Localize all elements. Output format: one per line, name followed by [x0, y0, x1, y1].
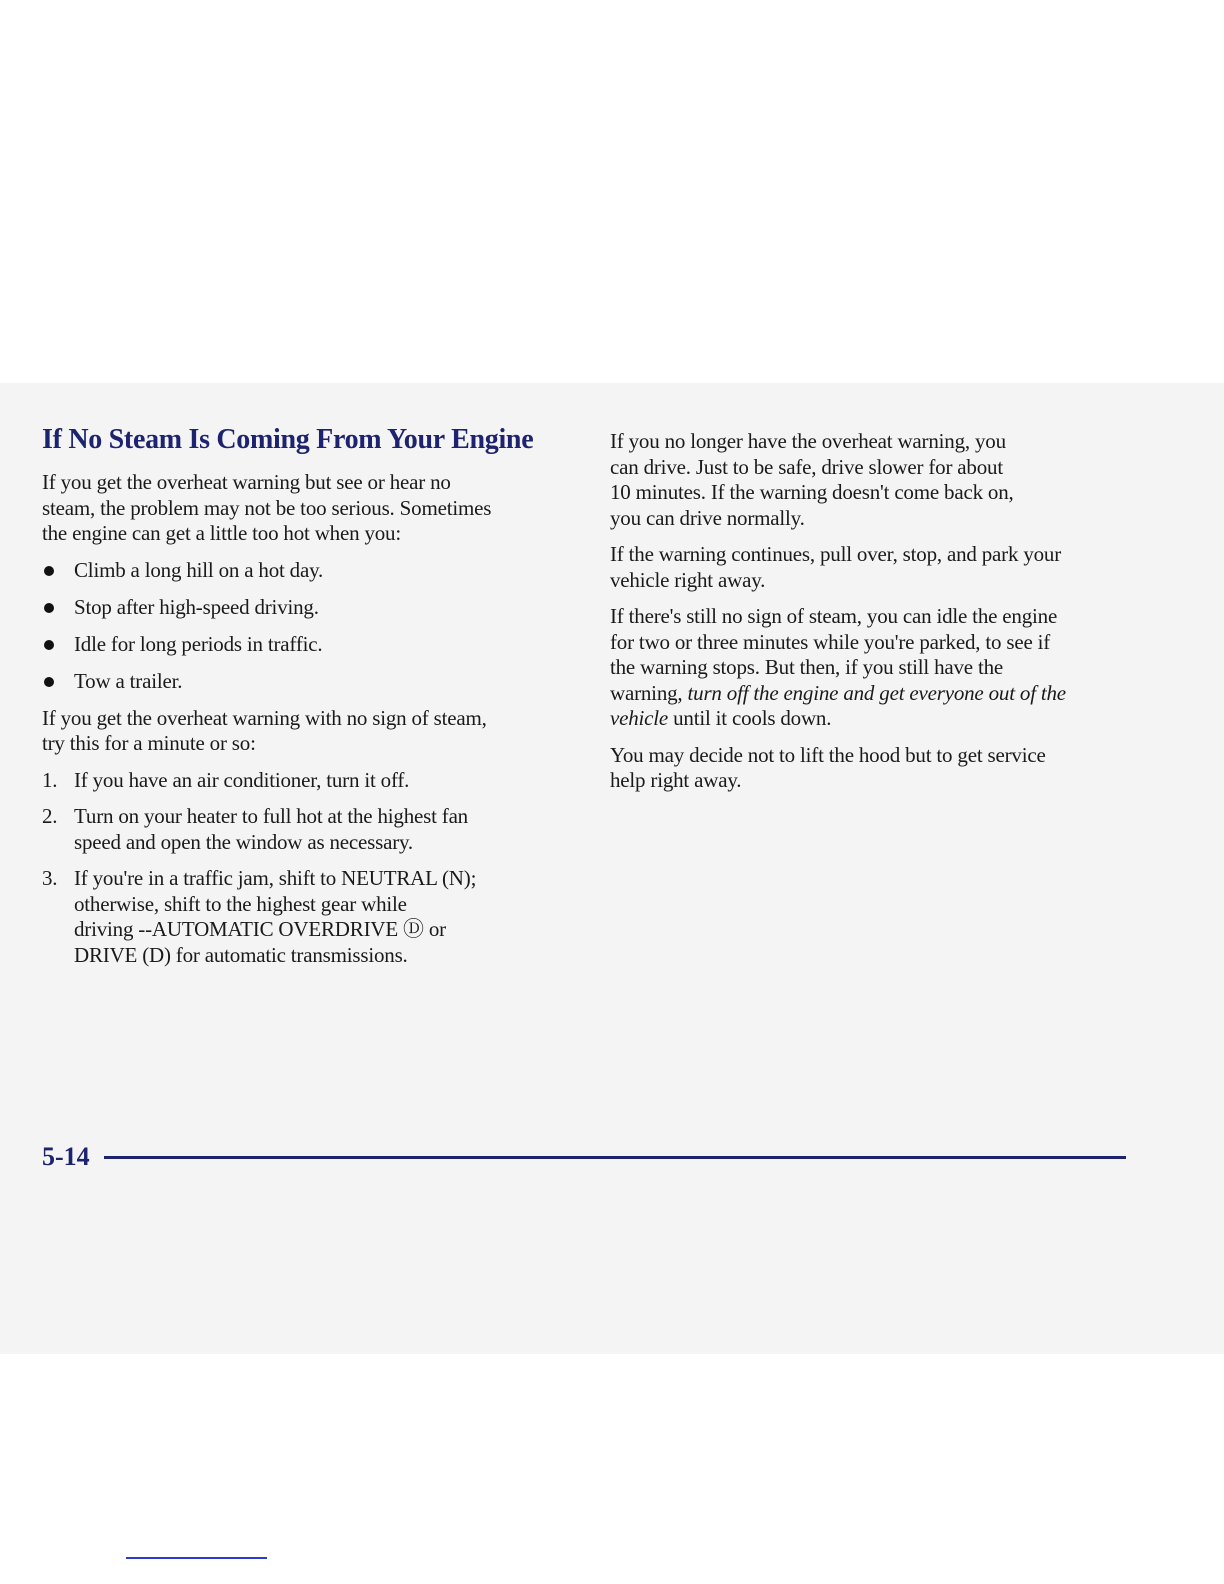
right-column	[610, 429, 1130, 805]
step-item: 2. Turn on your heater to full hot at the highest fan speed and open the window as necessary.	[42, 804, 468, 854]
step-item: 3. If you're in a traffic jam, shift to NEUTRAL (N); otherwise, shift to the highest gear while driving --AUTOMATIC OVERDRIVE Ⓓ or DRIVE (D) for automatic transmissions.	[42, 866, 477, 967]
step-number: 2.	[42, 804, 58, 828]
drive-paragraph: If you no longer have the overheat warning, you can drive. Just to be safe, drive slower for about 10 minutes. If the warning doesn't come back on, you can drive normally.	[610, 429, 1014, 530]
step-number: 1.	[42, 767, 58, 792]
content-panel	[0, 383, 1224, 1354]
warning-emphasis: turn off the engine and get everyone out of the	[687, 680, 1066, 705]
service-paragraph: You may decide not to lift the hood but to get service help right away.	[610, 742, 1046, 792]
warning-emphasis: vehicle	[610, 706, 669, 730]
list-item: Tow a trailer.	[42, 669, 562, 695]
bullet-icon	[44, 566, 54, 576]
list-item: Climb a long hill on a hot day.	[42, 558, 562, 584]
continues-paragraph: If the warning continues, pull over, stop, and park your vehicle right away.	[610, 542, 1062, 592]
page-footer	[42, 1141, 1132, 1181]
steps-list	[42, 768, 562, 969]
bullet-icon	[44, 640, 54, 650]
conditions-list	[42, 558, 562, 695]
section-heading: If No Steam Is Coming From Your Engine	[42, 424, 534, 455]
intro-paragraph: If you get the overheat warning but see or hear no steam, the problem may not be too serious. Sometimes the engine can get a little too hot when you:	[42, 470, 492, 545]
idle-paragraph: If there's still no sign of steam, you can idle the engine for two or three minutes while you're parked, to see if the warning stops. But then, if you still have the warning, turn off the engine and get everyone out of the vehicle until it cools down.	[610, 604, 1066, 730]
bullet-icon	[44, 677, 54, 687]
step-number: 3.	[42, 866, 58, 890]
step-item: 1. If you have an air conditioner, turn it off.	[42, 767, 410, 792]
left-column	[42, 423, 562, 979]
bottom-link-underline[interactable]	[126, 1557, 267, 1559]
list-item: Idle for long periods in traffic.	[42, 632, 562, 658]
page-number: 5-14	[42, 1142, 90, 1171]
list-item: Stop after high-speed driving.	[42, 595, 562, 621]
try-paragraph: If you get the overheat warning with no sign of steam, try this for a minute or so:	[42, 705, 487, 755]
bullet-icon	[44, 603, 54, 613]
footer-rule	[104, 1156, 1126, 1159]
